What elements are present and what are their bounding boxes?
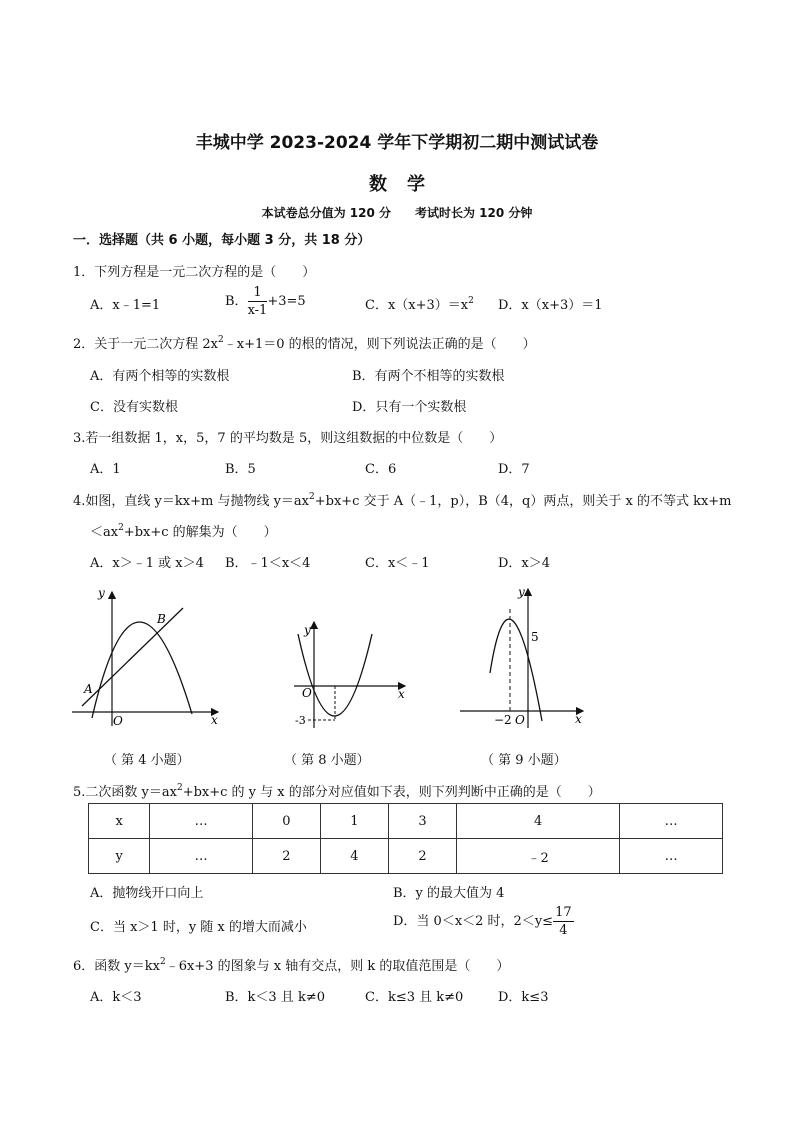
- q3-stem: 3.若一组数据 1，x，5，7 的平均数是 5，则这组数据的中位数是（ ）: [73, 431, 503, 446]
- table-cell: …: [620, 804, 723, 839]
- q4-option-a: A．x＞﹣1 或 x＞4: [90, 556, 204, 571]
- q4-option-b: B．﹣1＜x＜4: [225, 556, 311, 571]
- q5-option-d-fraction: $\frac{17}{4}$: [555, 905, 572, 938]
- table-cell: …: [150, 804, 253, 839]
- q5-value-table: [88, 803, 723, 874]
- q4-option-c: C．x＜﹣1: [365, 556, 430, 571]
- q6-option-b: B．k＜3 且 k≠0: [225, 990, 326, 1005]
- fig4-label-a: A: [84, 682, 93, 696]
- fig4-line: [82, 608, 183, 706]
- fig4-label-b: B: [157, 612, 166, 626]
- q1-option-a: A．x﹣1=1: [90, 298, 161, 313]
- q3-option-a: A．1: [90, 462, 121, 477]
- table-cell: y: [89, 839, 150, 874]
- fig9-caption: （ 第 9 小题）: [481, 753, 567, 768]
- subject-title: 数学: [369, 174, 445, 195]
- table-cell: x: [89, 804, 150, 839]
- q4-stem-line2: $<ax^2+bx+c$ 的解集为（ ）: [90, 523, 277, 540]
- table-row-x: [89, 804, 723, 839]
- q2-option-d: D．只有一个实数根: [352, 400, 467, 415]
- fig9-label-y: y: [518, 585, 525, 599]
- q1-option-c: C．$x(x+3)=x^2$: [365, 296, 474, 313]
- table-cell: 0: [252, 804, 320, 839]
- exam-title: 丰城中学 2023-2024 学年下学期初二期中测试试卷: [195, 133, 599, 153]
- q5-option-a: A．抛物线开口向上: [90, 886, 204, 901]
- figure-q8: [290, 616, 415, 731]
- table-cell: 1: [320, 804, 388, 839]
- q6-option-a: A．k＜3: [90, 990, 142, 1005]
- q2-option-c: C．没有实数根: [90, 400, 178, 415]
- q2-option-b: B．有两个不相等的实数根: [352, 369, 505, 384]
- table-cell: …: [620, 839, 723, 874]
- table-cell: 4: [456, 804, 619, 839]
- fig4-label-x: x: [211, 713, 218, 727]
- q3-option-b: B．5: [225, 462, 256, 477]
- table-cell: 2: [388, 839, 456, 874]
- fig8-label-x: x: [398, 687, 405, 701]
- figure-q4: [68, 586, 228, 731]
- q6-option-d: D．k≤3: [498, 990, 549, 1005]
- q1-option-d: D．x（x+3）＝1: [498, 298, 603, 313]
- q5-stem: 5.二次函数 $y=ax^2+bx+c$ 的 y 与 x 的部分对应值如下表，则下列判断中正确的是（ ）: [73, 783, 601, 800]
- q2-stem: 2．关于一元二次方程 $2x^2﹣x+1=0$ 的根的情况，则下列说法正确的是（ ）: [73, 335, 536, 352]
- q1-option-b-fraction: $\frac{1}{x-1}$: [247, 285, 268, 318]
- table-cell: …: [150, 839, 253, 874]
- table-row-y: [89, 839, 723, 874]
- fig9-label-o: O: [515, 713, 525, 727]
- fig4-caption: （ 第 4 小题）: [104, 753, 190, 768]
- fig9-label-5: 5: [531, 630, 539, 644]
- q5-option-b: B．y 的最大值为 4: [393, 886, 505, 901]
- fig8-label-y: y: [304, 623, 311, 637]
- fig4-parabola: [92, 622, 192, 718]
- fig4-label-o: O: [113, 714, 123, 728]
- table-cell: ﹣2: [456, 839, 619, 874]
- exam-meta: 本试卷总分值为 120 分 考试时长为 120 分钟: [261, 206, 533, 220]
- q3-option-c: C．6: [365, 462, 397, 477]
- q5-option-d: D．当 0＜x＜2 时，2＜y≤ $\frac{17}{4}$: [393, 905, 572, 938]
- table-cell: 2: [252, 839, 320, 874]
- q4-stem-line1: 4.如图，直线 y＝kx+m 与抛物线 $y=ax^2+bx+c$ 交于 A（﹣1，p），B（4，q）两点，则关于 x 的不等式 kx+m: [73, 492, 732, 509]
- table-cell: 4: [320, 839, 388, 874]
- q4-option-d: D．x＞4: [498, 556, 551, 571]
- q6-stem: 6．函数 $y=kx^2﹣6x+3$ 的图象与 x 轴有交点，则 k 的取值范围是（ ）: [73, 957, 510, 974]
- fig9-label-minus2: −2: [494, 713, 512, 727]
- q3-option-d: D．7: [498, 462, 530, 477]
- q6-option-c: C．k≤3 且 k≠0: [365, 990, 464, 1005]
- figure-q9: [458, 583, 590, 731]
- q1-stem: 1．下列方程是一元二次方程的是（ ）: [73, 265, 316, 280]
- fig8-label-o: O: [302, 686, 312, 700]
- q1-option-b: B． $\frac{1}{x-1}$ +3=5: [225, 285, 306, 318]
- section-heading: 一．选择题（共 6 小题，每小题 3 分，共 18 分）: [73, 233, 371, 248]
- fig8-label-minus3: -3: [295, 714, 306, 727]
- table-cell: 3: [388, 804, 456, 839]
- q5-option-c: C．当 x＞1 时，y 随 x 的增大而减小: [90, 920, 307, 935]
- fig9-label-x: x: [575, 712, 582, 726]
- fig8-caption: （ 第 8 小题）: [284, 753, 370, 768]
- q2-option-a: A．有两个相等的实数根: [90, 369, 230, 384]
- fig4-label-y: y: [98, 586, 105, 600]
